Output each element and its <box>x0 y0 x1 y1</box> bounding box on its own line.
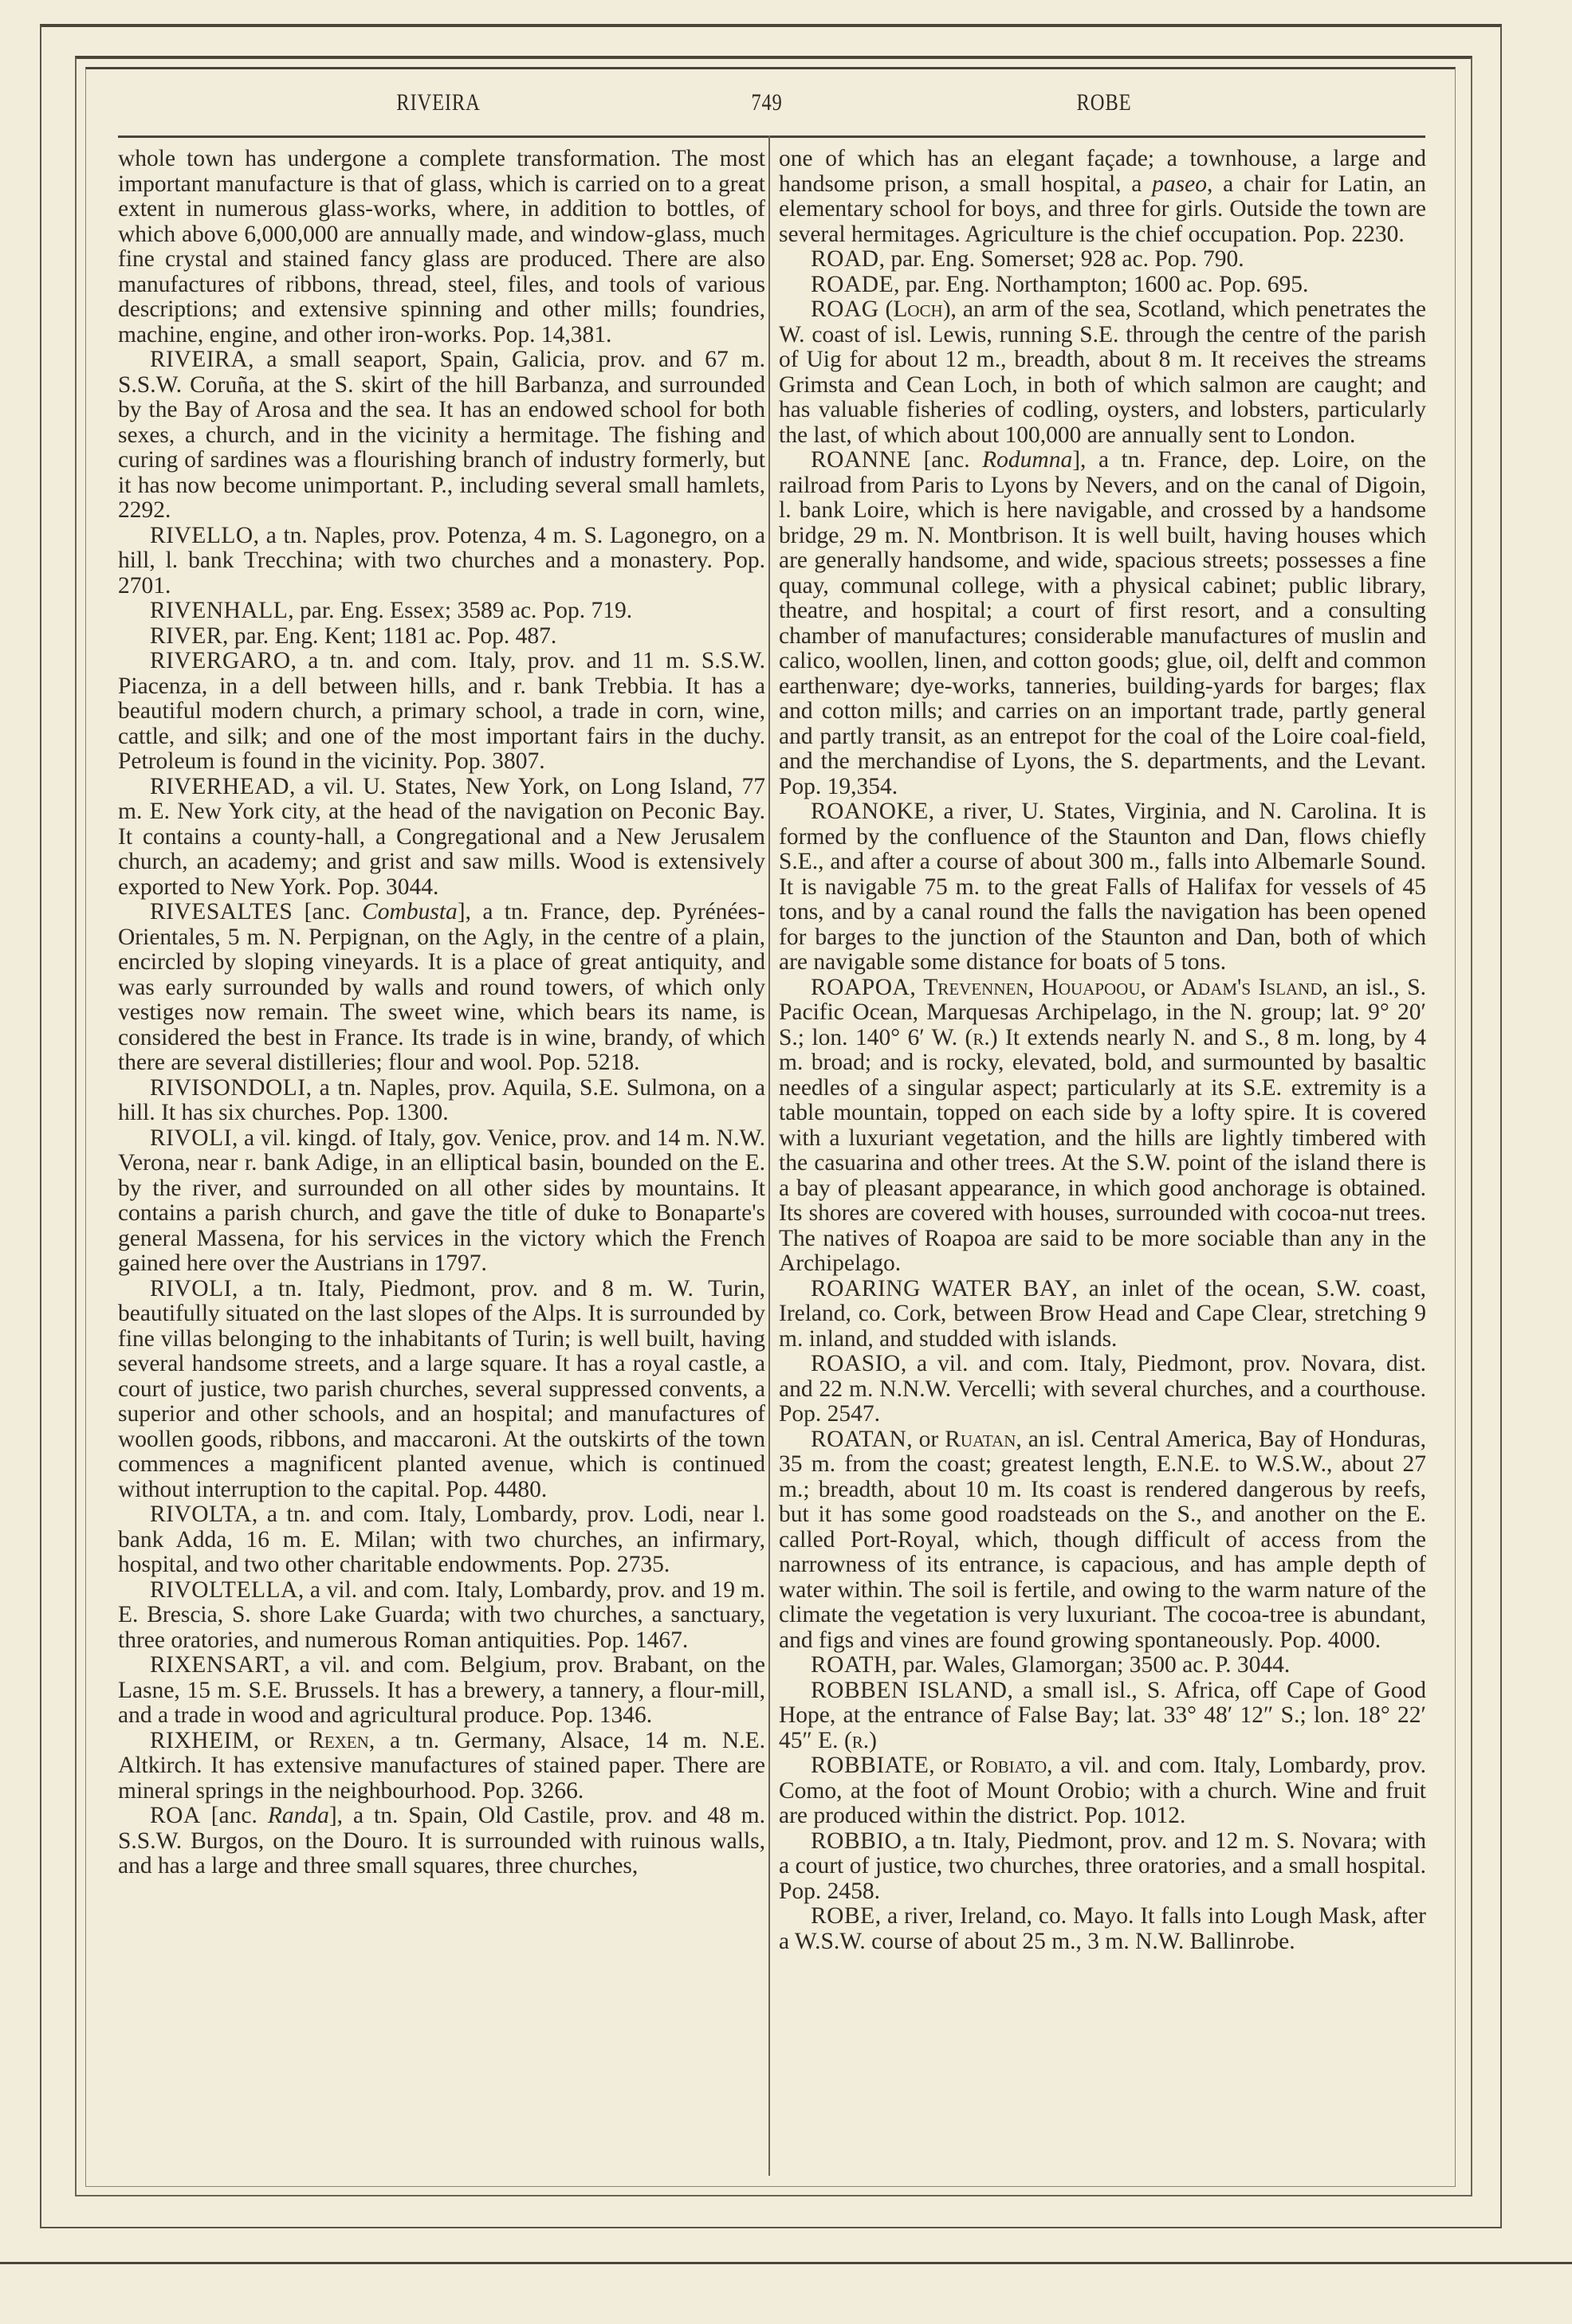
entry-headword: ROANOKE <box>811 799 929 824</box>
entry-text: , a vil. U. States, New York, on Long Island, 77 m. E. New York city, at the head of the navigation on Peconic Bay. It contains a county-hall, a Congregational and a New Jerusalem church, an academy; and grist and saw mills. Wood is extensively exported to New York. Pop. 3044. <box>118 773 765 900</box>
entry-text: , a vil. and com. Italy, Lombardy, prov. and 19 m. E. Brescia, S. shore Lake Guarda; with two churches, a sanctuary, three oratories, and numerous Roman antiquities. Pop. 1467. <box>118 1576 765 1653</box>
entry-text: , a tn. Italy, Piedmont, prov. and 8 m. W. Turin, beautifully situated on the last slopes of the Alps. It is surrounded by fine villas belonging to the inhabitants of Turin; is well built, having several handsome streets, and a large square. It has a royal castle, a court of justice, two parish churches, several suppressed convents, a superior and other schools, and an hospital; and manufactures of woollen goods, ribbons, and maccaroni. At the outskirts of the town commences a magnificent planted avenue, which is continued without interruption to the capital. Pop. 4480. <box>118 1275 765 1502</box>
entry-headword: RIVER <box>150 622 222 649</box>
entry-headword: ROBBIATE <box>811 1753 929 1778</box>
gazetteer-entry <box>779 1427 1426 1654</box>
header-rule <box>118 135 1425 138</box>
entry-headword: RIVERHEAD <box>150 773 289 799</box>
entry-headword: RIVENHALL <box>150 598 289 623</box>
gazetteer-entry <box>118 1076 765 1126</box>
entry-text: , par. Wales, Glamorgan; 3500 ac. P. 3044. <box>890 1652 1291 1678</box>
entry-text: , a river, U. States, Virginia, and N. Carolina. It is formed by the confluence of the Staunton and Dan, flows chiefly S.E., and after a course of about 300 m., falls into Albemarle Sound. It is navigable 75 m. to the great Falls of Halifax for vessels of 45 tons, and by a canal round the falls the navigation has been opened for barges to the junction of the Staunton and Dan, both of which are navigable some distance for boats of 5 tons. <box>779 799 1426 975</box>
small-caps-text: Houapoou <box>1041 974 1141 1000</box>
entry-headword: ROATAN <box>811 1426 907 1452</box>
gazetteer-entry <box>779 1352 1426 1427</box>
entry-headword: ROBBIO <box>811 1827 902 1854</box>
italic-text: Rodumna <box>982 447 1073 473</box>
italic-text: Randa <box>267 1803 329 1828</box>
entry-headword: ROANNE <box>811 447 911 473</box>
entry-headword: RIVERGARO <box>150 648 291 673</box>
entry-text: , <box>910 974 924 1000</box>
gazetteer-entry <box>118 1126 765 1277</box>
gazetteer-entry <box>118 1729 765 1804</box>
small-caps-text: (r.) <box>965 1024 998 1050</box>
entry-text: , a tn. Naples, prov. Potenza, 4 m. S. Lagonegro, on a hill, l. bank Trecchina; with two churches and a monastery. Pop. 2701. <box>118 522 765 599</box>
entry-text: , a small seaport, Spain, Galicia, prov. and 67 m. S.S.W. Coruña, at the S. skirt of the hill Barbanza, and surrounded by the Bay of Arosa and the sea. It has an endowed school for both sexes, a church, and in the vicinity a hermitage. The fishing and curing of sardines was a flourishing branch of industry formerly, but it has now become unimportant. P., including several small hamlets, 2292. <box>118 347 765 523</box>
small-caps-text: Ruatan <box>945 1426 1016 1452</box>
entry-text: , an isl., S. Pacific Ocean, Marquesas Archipelago, in the N. group; lat. 9° 20′ S.; lon. 140° 6′ W. <box>779 974 1427 1050</box>
entry-headword: RIXHEIM <box>150 1727 253 1753</box>
entry-text: , a river, Ireland, co. Mayo. It falls into Lough Mask, after a W.S.W. course of about 25 m., 3 m. N.W. Ballinrobe. <box>779 1903 1426 1954</box>
gazetteer-entry <box>118 524 765 599</box>
gazetteer-entry <box>779 799 1426 976</box>
small-caps-text: Loch <box>893 296 943 322</box>
italic-text: paseo <box>1152 171 1207 197</box>
right-column <box>779 147 1426 1954</box>
entry-headword: ROA <box>150 1803 201 1828</box>
gazetteer-entry <box>118 649 765 775</box>
gazetteer-entry <box>779 1277 1426 1352</box>
entry-text: whole town has undergone a complete transformation. The most important manufacture is that of glass, which is carried on to a great extent in numerous glass-works, where, in addition to bottles, of which above 6,000,000 are annually made, and window-glass, much fine crystal and stained fancy glass are produced. There are also manufactures of ribbons, thread, steel, files, and tools of various descriptions; and extensive spinning and other mills; foundries, machine, engine, and other iron-works. Pop. 14,381. <box>118 146 765 347</box>
entry-headword: ROARING WATER BAY <box>811 1275 1072 1301</box>
gazetteer-entry <box>118 1804 765 1879</box>
entry-headword: RIVOLI <box>150 1275 232 1301</box>
small-caps-text: Robiato <box>969 1753 1047 1778</box>
gazetteer-entry <box>118 1277 765 1503</box>
entry-text: , a tn. Naples, prov. Aquila, S.E. Sulmona, on a hill. It has six churches. Pop. 1300. <box>118 1074 765 1125</box>
entry-headword: ROAPOA <box>811 974 910 1000</box>
entry-text: , a chair for Latin, an elementary school for boys, and three for girls. Outside the town are several hermitages. Agriculture is the chief occupation. Pop. 2230. <box>779 171 1426 247</box>
gazetteer-entry <box>118 900 765 1076</box>
entry-headword: RIVOLI <box>150 1125 232 1151</box>
entry-text: , par. Eng. Essex; 3589 ac. Pop. 719. <box>288 598 633 623</box>
entry-text: , a tn. Italy, Piedmont, prov. and 12 m. S. Novara; with a court of justice, two churches, three oratories, and a small hospital. Pop. 2458. <box>779 1827 1426 1904</box>
running-head-left: RIVEIRA <box>396 89 481 116</box>
entry-text: ], a tn. Spain, Old Castile, prov. and 48 m. S.S.W. Burgos, on the Douro. It is surrounded with ruinous walls, and has a large and three small squares, three churches, <box>118 1803 765 1878</box>
entry-text: , a tn. Germany, Alsace, 14 m. N.E. Altkirch. It has extensive manufactures of stained paper. There are mineral springs in the neighbourhood. Pop. 3266. <box>118 1727 765 1804</box>
entry-headword: ROBE <box>811 1903 875 1929</box>
running-head-right: ROBE <box>1076 89 1132 116</box>
gazetteer-entry <box>118 775 765 901</box>
entry-headword: ROAG <box>811 296 879 322</box>
entry-headword: ROAD <box>811 246 879 272</box>
column-divider <box>768 135 770 2176</box>
gazetteer-entry <box>779 1653 1426 1678</box>
entry-text: , an inlet of the ocean, S.W. coast, Ireland, co. Cork, between Brow Head and Cape Clear, stretching 9 m. inland, and studded with islands. <box>779 1275 1426 1352</box>
gazetteer-entry <box>779 976 1426 1277</box>
entry-text: , or <box>253 1727 309 1753</box>
gazetteer-entry <box>779 1904 1426 1954</box>
entry-headword: RIVESALTES <box>150 899 293 924</box>
gazetteer-entry <box>118 347 765 524</box>
entry-text: , par. Eng. Somerset; 928 ac. Pop. 790. <box>878 246 1244 272</box>
gazetteer-entry <box>779 1829 1426 1905</box>
entry-text: , or <box>1140 974 1181 1000</box>
gazetteer-entry <box>118 1653 765 1729</box>
entry-headword: ROBBEN ISLAND <box>811 1677 1008 1703</box>
entry-text: ), an arm of the sea, Scotland, which penetrates the W. coast of isl. Lewis, running S.E. through the centre of the parish of Uig for about 12 m., breadth, about 8 m. It receives the streams Grimsta and Cean Loch, in both of which salmon are caught; and has valuable fisheries of codling, oysters, and lobsters, particularly the last, of which about 100,000 are annually sent to London. <box>779 296 1427 448</box>
gazetteer-entry <box>779 297 1426 448</box>
entry-text: , a vil. and com. Italy, Lombardy, prov. Como, at the foot of Mount Orobio; with a church. Wine and fruit are produced within the district. Pop. 1012. <box>779 1753 1426 1828</box>
entry-text: , a vil. and com. Italy, Piedmont, prov. Novara, dist. and 22 m. N.N.W. Vercelli; with several churches, and a courthouse. Pop. 2547. <box>779 1351 1426 1427</box>
entry-text: ( <box>878 296 894 322</box>
gazetteer-entry <box>118 1502 765 1578</box>
small-caps-text: Trevennen <box>923 974 1028 1000</box>
small-caps-text: Adam's Island <box>1181 974 1322 1000</box>
entry-text: , an isl. Central America, Bay of Honduras, 35 m. from the coast; greatest length, E.N.E. to W.S.W., about 27 m.; breadth, about 10 m. Its coast is rendered dangerous by reefs, but it has some good roadsteads on the S., and another on the E. called Port-Royal, which, though difficult of access from the narrowness of its entrance, is capacious, and has ample depth of water within. The soil is fertile, and owing to the warm nature of the climate the vegetation is very luxuriant. The cocoa-tree is abundant, and figs and vines are found growing spontaneously. Pop. 4000. <box>779 1426 1427 1653</box>
entry-text: , a vil. kingd. of Italy, gov. Venice, prov. and 14 m. N.W. Verona, near r. bank Adige, in an elliptical basin, bounded on the E. by the river, and surrounded on all other sides by mountains. It contains a parish church, and gave the title of duke to Bonaparte's general Massena, for his services in the victory which the French gained here over the Austrians in 1797. <box>118 1125 765 1276</box>
continued-entry <box>779 147 1426 247</box>
gazetteer-entry <box>118 1578 765 1654</box>
continued-entry <box>118 147 765 347</box>
gazetteer-entry <box>118 624 765 650</box>
entry-headword: RIVEIRA <box>150 347 249 372</box>
entry-text: , a small isl., S. Africa, off Cape of Good Hope, at the entrance of False Bay; lat. 33° 48′ 12″ S.; lon. 18° 22′ 45″ E. <box>779 1677 1426 1753</box>
entry-text: ], a tn. France, dep. Pyrénées-Orientales, 5 m. N. Perpignan, on the Agly, in the centre of a plain, encircled by sloping vineyards. It is a place of great antiquity, and was early surrounded by walls and round towers, of which only vestiges now remain. The sweet wine, which bears its name, is considered the best in France. Its trade is in wine, brandy, of which there are several distilleries; flour and wool. Pop. 5218. <box>118 899 765 1075</box>
entry-text: It extends nearly N. and S., 8 m. long, by 4 m. broad; and is rocky, elevated, bold, and surmounted by basaltic needles of a singular aspect; particularly at its S.E. extremity is a table mountain, topped on each side by a lofty spire. It is covered with a luxuriant vegetation, and the hills are lightly timbered with the casuarina and other trees. At the S.W. point of the island there is a bay of pleasant appearance, in which good anchorage is obtained. Its shores are covered with houses, surrounded with cocoa-nut trees. The natives of Roapoa are said to be more sociable than any in the Archipelago. <box>779 1024 1426 1276</box>
entry-headword: RIXENSART <box>150 1652 285 1678</box>
entry-headword: ROADE <box>811 271 894 297</box>
entry-text: [anc. <box>200 1803 268 1828</box>
gazetteer-entry <box>118 599 765 624</box>
entry-headword: RIVISONDOLI <box>150 1074 306 1101</box>
entry-headword: RIVOLTA <box>150 1502 252 1527</box>
entry-text: [anc. <box>293 899 363 924</box>
entry-text: , a vil. and com. Belgium, prov. Brabant, on the Lasne, 15 m. S.E. Brussels. It has a brewery, a tannery, a flour-mill, and a trade in wood and agricultural produce. Pop. 1346. <box>118 1652 765 1728</box>
entry-headword: ROATH <box>811 1652 891 1678</box>
small-caps-text: Rexen <box>309 1727 369 1753</box>
entry-text: , a tn. and com. Italy, prov. and 11 m. S.S.W. Piacenza, in a dell between hills, and r. bank Trebbia. It has a beautiful modern church, a primary school, a trade in corn, wine, cattle, and silk; and one of the most important fairs in the duchy. Petroleum is found in the vicinity. Pop. 3807. <box>118 648 765 774</box>
gazetteer-entry <box>779 1678 1426 1754</box>
small-caps-text: (r.) <box>843 1727 877 1753</box>
entry-text: , par. Eng. Kent; 1181 ac. Pop. 487. <box>222 622 557 649</box>
entry-text: one of which has an elegant façade; a townhouse, a large and handsome prison, a small hospital, a <box>779 146 1426 197</box>
bottom-rule <box>0 2262 1572 2264</box>
entry-text: [anc. <box>910 447 983 473</box>
entry-headword: ROASIO <box>811 1351 901 1376</box>
entry-headword: RIVELLO <box>150 522 253 548</box>
gazetteer-entry <box>779 448 1426 799</box>
entry-text: , or <box>929 1753 970 1778</box>
entry-headword: RIVOLTELLA <box>150 1576 298 1603</box>
gazetteer-entry <box>779 273 1426 298</box>
gazetteer-entry <box>779 1753 1426 1829</box>
entry-text: , <box>1028 974 1042 1000</box>
entry-text: ], a tn. France, dep. Loire, on the railroad from Paris to Lyons by Nevers, and on the canal of Digoin, l. bank Loire, which is here navigable, and crossed by a handsome bridge, 29 m. N. Montbrison. It is well built, having houses which are generally handsome, and wide, spacious streets; possesses a fine quay, communal college, with a physical cabinet; public library, theatre, and hospital; a court of first resort, and a consulting chamber of manufactures; considerable manufactures of muslin and calico, woollen, linen, and cotton goods; glue, oil, delft and common earthenware; dye-works, tanneries, building-yards for barges; flax and cotton mills; and carries on an important trade, partly general and partly transit, as an entrepot for the coal of the Loire coal-field, and the merchandise of Lyons, the S. departments, and the Levant. Pop. 19,354. <box>779 447 1427 799</box>
gazetteer-entry <box>779 247 1426 273</box>
italic-text: Combusta <box>362 899 458 924</box>
page-number: 749 <box>751 89 783 116</box>
entry-text: , a tn. and com. Italy, Lombardy, prov. Lodi, near l. bank Adda, 16 m. E. Milan; with two churches, an infirmary, hospital, and two other charitable endowments. Pop. 2735. <box>118 1502 765 1577</box>
entry-text: , par. Eng. Northampton; 1600 ac. Pop. 695. <box>894 271 1309 297</box>
left-column <box>118 147 765 1879</box>
entry-text: , or <box>906 1426 945 1452</box>
